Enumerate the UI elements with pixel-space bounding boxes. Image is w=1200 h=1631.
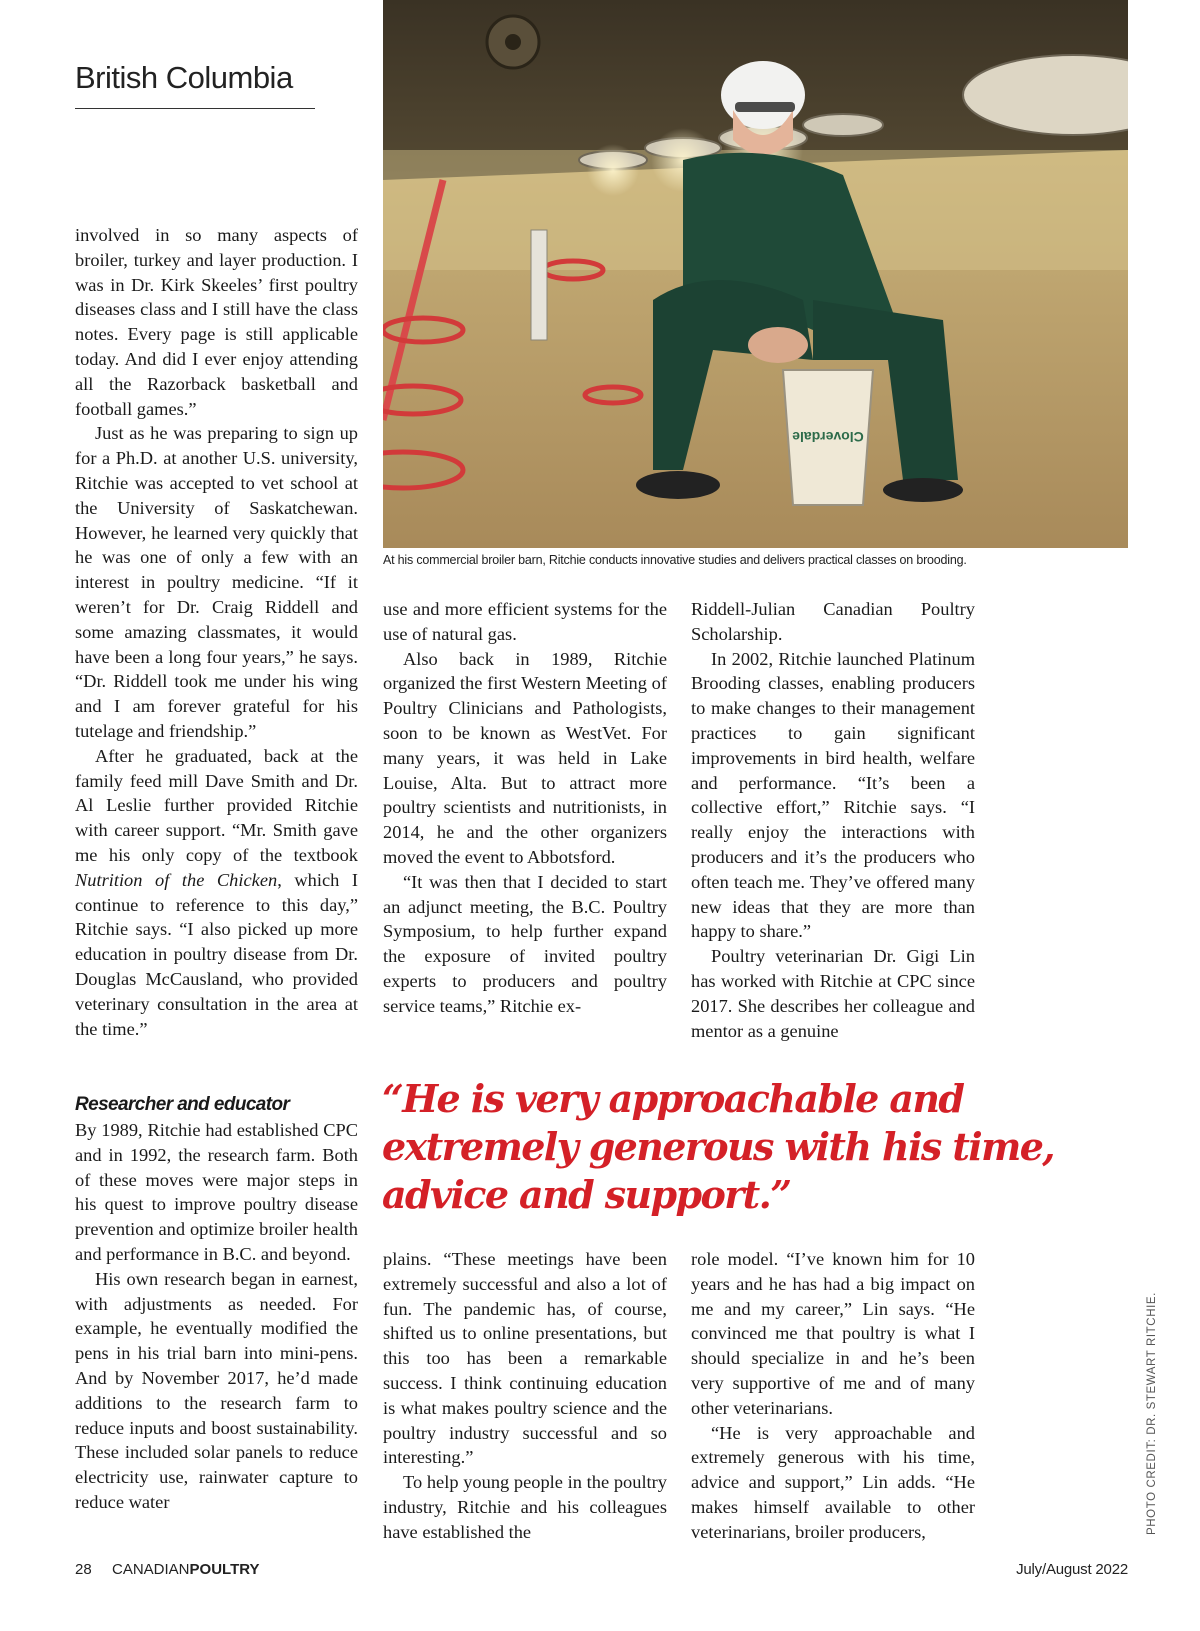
paragraph: involved in so many aspects of broiler, turkey and layer production. I was in Dr. Kirk Skeeles’ first poultry diseases class and I still have the class notes. Every page is still applicable today. And did I ever enjoy attending all the Razorback basketball and football games.” — [75, 225, 358, 419]
column-3-bottom — [691, 1247, 975, 1545]
photo-credit: PHOTO CREDIT: DR. STEWART RITCHIE. — [1146, 1292, 1158, 1535]
page-number: 28 — [75, 1561, 92, 1578]
magazine-name — [112, 1561, 260, 1578]
feature-photo — [383, 0, 1128, 548]
pull-quote: “He is very approachable and extremely generous with his time, advice and support.” — [382, 1076, 1054, 1217]
paragraph: use and more efficient systems for the use of natural gas. — [383, 599, 667, 644]
column-1-top — [75, 223, 358, 1041]
column-3-top — [691, 597, 975, 1043]
section-title: British Columbia — [75, 60, 293, 95]
column-2-bottom — [383, 1247, 667, 1545]
paragraph: His own research began in earnest, with adjustments as needed. For example, he eventually modified the pens in his trial barn into mini-pens. And by November 2017, he’d made additions to the research farm to reduce inputs and boost sustainability. These included solar panels to reduce electricity use, rainwater capture to reduce water — [75, 1268, 358, 1512]
paragraph: “He is very approachable and extremely generous with his time, advice and support,” Lin adds. “He makes himself available to other veterinarians, broiler producers, — [691, 1422, 975, 1542]
section-divider — [75, 108, 315, 109]
paragraph: role model. “I’ve known him for 10 years and he has had a big impact on me and my career,” Lin says. “He convinced me that poultry is what I should specialize in and he’s been very supportive of me and of many other veterinarians. — [691, 1249, 975, 1418]
text-run: , which I continue to reference to this day,” Ritchie says. “I also picked up more education in poultry disease from Dr. Douglas McCausland, who provided veterinary consultation in the area at the time.” — [75, 869, 358, 1039]
text-run: After he graduated, back at the family feed mill Dave Smith and Dr. Al Leslie further provided Ritchie with career support. “Mr. Smith gave me his only copy of the textbook — [75, 745, 358, 865]
paragraph: By 1989, Ritchie had established CPC and in 1992, the research farm. Both of these moves were major steps in his quest to improve poultry disease prevention and optimize broiler health and performance in B.C. and beyond. — [75, 1120, 358, 1264]
book-title: Nutrition of the Chicken — [75, 869, 278, 890]
paragraph: plains. “These meetings have been extremely successful and also a lot of fun. The pandemic has, of course, shifted us to online presentations, but this too has been a remarkable success. I think continuing education is what makes poultry science and the poultry industry successful and so interesting.” — [383, 1249, 667, 1468]
issue-date: July/August 2022 — [1016, 1561, 1128, 1578]
paragraph: “It was then that I decided to start an adjunct meeting, the B.C. Poultry Symposium, to help further expand the exposure of invited poultry experts to producers and poultry service teams,” Ritchie ex- — [383, 871, 667, 1016]
photo-caption: At his commercial broiler barn, Ritchie conducts innovative studies and delivers practical classes on brooding. — [383, 553, 967, 567]
barn-photo-illustration — [383, 0, 1128, 548]
column-2-top — [383, 597, 667, 1019]
bucket-label: Cloverdale — [792, 429, 864, 445]
subheading: Researcher and educator — [75, 1094, 290, 1115]
column-1-bottom — [75, 1093, 358, 1515]
magazine-name-part: CANADIAN — [112, 1561, 190, 1578]
paragraph: Riddell-Julian Canadian Poultry Scholarship. — [691, 599, 975, 644]
paragraph: To help young people in the poultry industry, Ritchie and his colleagues have established the — [383, 1472, 667, 1542]
paragraph: Just as he was preparing to sign up for a Ph.D. at another U.S. university, Ritchie was accepted to vet school at the University of Saskatchewan. However, he learned very quickly that he was one of only a few with an interest in poultry medicine. “If it weren’t for Dr. Craig Riddell and some amazing classmates, it would have been a long four years,” he says. “Dr. Riddell took me under his wing and I am forever grateful for his tutelage and friendship.” — [75, 423, 358, 741]
magazine-name-bold: POULTRY — [189, 1561, 260, 1578]
paragraph: In 2002, Ritchie launched Platinum Brooding classes, enabling producers to make changes to their management practices to gain significant improvements in bird health, welfare and performance. “It’s been a collective effort,” Ritchie says. “I really enjoy the interactions with producers and it’s the producers who often teach me. They’ve offered many new ideas that they are more than happy to share.” — [691, 648, 975, 942]
paragraph: Poultry veterinarian Dr. Gigi Lin has worked with Ritchie at CPC since 2017. She describes her colleague and mentor as a genuine — [691, 946, 975, 1041]
paragraph — [75, 744, 358, 1042]
paragraph: Also back in 1989, Ritchie organized the first Western Meeting of Poultry Clinicians and Pathologists, soon to be known as WestVet. For many years, it was held in Lake Louise, Alta. But to attract more poultry scientists and nutritionists, in 2014, he and the other organizers moved the event to Abbotsford. — [383, 648, 667, 867]
